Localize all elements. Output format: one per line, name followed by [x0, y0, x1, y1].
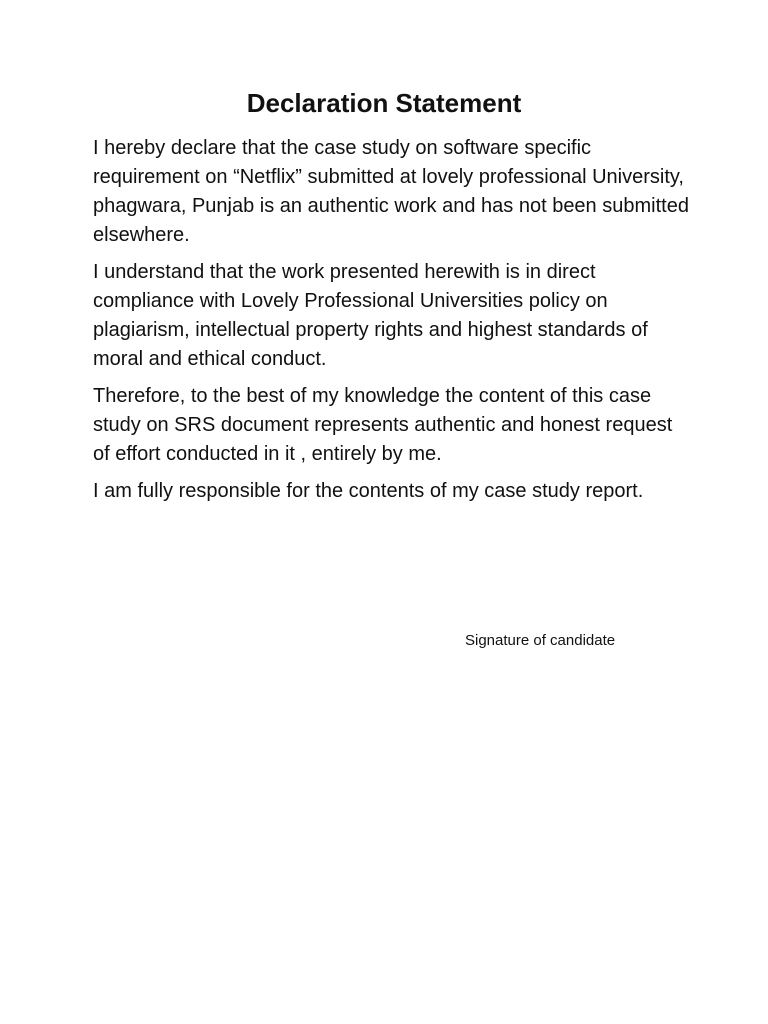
paragraph-declaration: I hereby declare that the case study on software specific requirement on “Netflix” submitted at lovely professional University, phagwara, Punjab is an authentic work and has not been submitted elsewhere.	[93, 137, 689, 246]
signature-label: Signature of candidate	[465, 632, 616, 649]
paragraph-authenticity: Therefore, to the best of my knowledge the content of this case study on SRS document represents authentic and honest request of effort conducted in it , entirely by me.	[93, 385, 673, 465]
page-title: Declaration Statement	[246, 88, 522, 118]
paragraph-compliance: I understand that the work presented herewith is in direct compliance with Lovely Professional Universities policy on plagiarism, intellectual property rights and highest standards of moral and ethical conduct.	[93, 261, 648, 370]
paragraph-responsibility: I am fully responsible for the contents of my case study report.	[93, 480, 644, 502]
declaration-body	[93, 134, 693, 514]
